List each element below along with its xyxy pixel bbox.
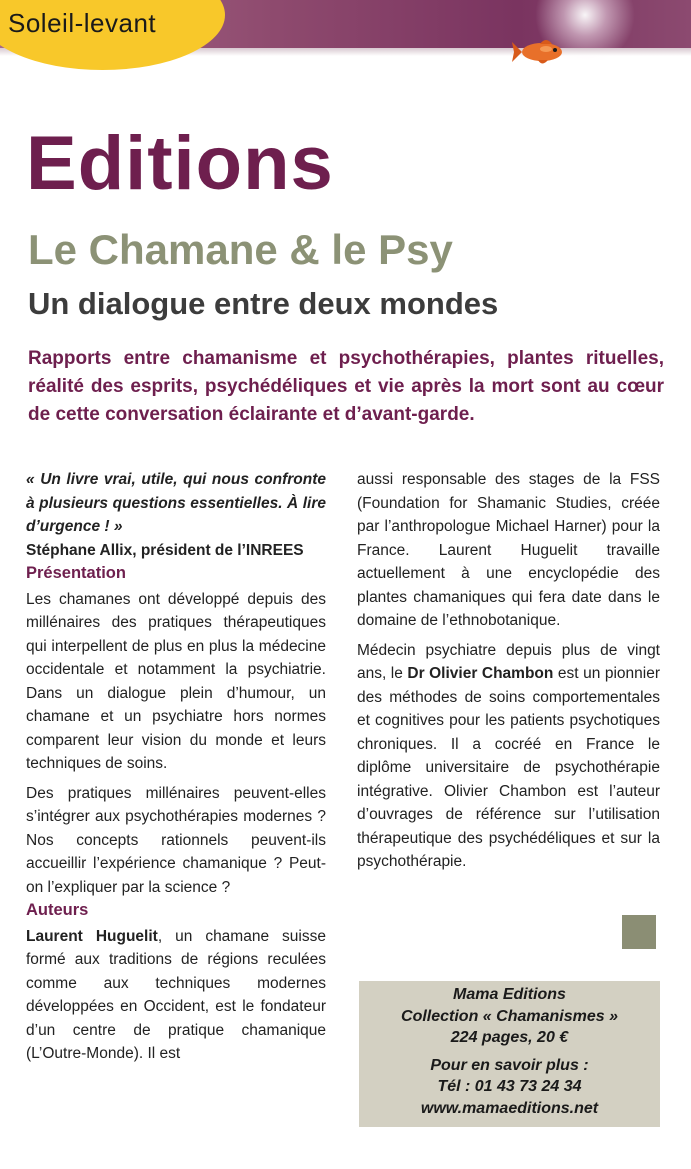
author1-paragraph-start [26,925,326,1066]
publisher: Mama Editions [453,986,566,1003]
review-quote: « Un livre vrai, utile, qui nous confronte à plusieurs questions essentielles. À lire d’urgence ! » [26,471,326,535]
author1-name: Laurent Huguelit [26,927,158,945]
more-info-label: Pour en savoir plus : [430,1056,589,1074]
book-tagline: Un dialogue entre deux mondes [28,286,499,321]
author2-paragraph [357,639,660,874]
page-title: Editions [26,121,334,206]
presentation-heading: Présentation [26,564,126,582]
author1-text-start: , un chamane suisse formé aux traditions de régions reculées comme aux techniques modernes développées en Occident, est le fondateur d’un centre de pratique chamanique (L’Outre-Monde). Il est [26,927,326,1062]
book-title: Le Chamane & le Psy [28,226,453,273]
website-link[interactable]: www.mamaeditions.net [420,1099,599,1117]
right-column [357,468,660,874]
left-column [26,468,326,1066]
intro-paragraph: Rapports entre chamanisme et psychothérapies, plantes rituelles, réalité des esprits, psychédéliques et vie après la mort sont au cœur de cette conversation éclairante et d’avant-garde. [28,348,664,425]
author2-text: est un pionnier des méthodes de soins comportementales et cognitives pour les patients psychotiques chroniques. Il a cocréé en France le diplôme universitaire de psychothérapie intégrative. Olivier Chambon est l’auteur d’ouvrages de référence sur l’utilisation thérapeutique des psychédéliques et sur la psychothérapie. [357,665,660,870]
goldfish-icon [512,36,572,68]
end-of-article-square [622,915,656,949]
presentation-paragraph-2: Des pratiques millénaires peuvent-elles s’intégrer aux psychothérapies modernes ? Nos concepts rationnels peuvent-ils accueillir l’expérience chamanique ? Peut-on l’expliquer par la science ? [26,784,326,896]
quote-author: Stéphane Allix, président de l’INREES [26,541,304,559]
book-info-box [359,981,660,1127]
collection: Collection « Chamanismes » [401,1007,618,1025]
section-label: Soleil-levant [8,8,157,38]
author2-lead: Médecin psychiatre depuis plus de vingt ans, le [357,641,660,682]
book-details: 224 pages, 20 € [450,1029,569,1046]
author1-text-end: aussi responsable des stages de la FSS (Foundation for Shamanic Studies, créée par l’anthropologue Michael Harner) pour la France. Laurent Huguelit travaille actuellement à une encyclopédie des plantes chamaniques qui fera date dans le domaine de l’ethnobotanique. [357,471,660,629]
presentation-paragraph-1: Les chamanes ont développé depuis des millénaires des pratiques thérapeutiques qui interpellent de plus en plus la médecine occidentale et notamment la psychiatrie. Dans un dialogue plein d’humour, un chamane et un psychiatre hors normes comparent leur vision du monde et leurs techniques de soins. [26,590,326,772]
phone-number: Tél : 01 43 73 24 34 [437,1078,582,1095]
author2-name: Dr Olivier Chambon [407,665,554,682]
authors-heading: Auteurs [26,901,89,919]
author1-paragraph-continued [357,468,660,633]
